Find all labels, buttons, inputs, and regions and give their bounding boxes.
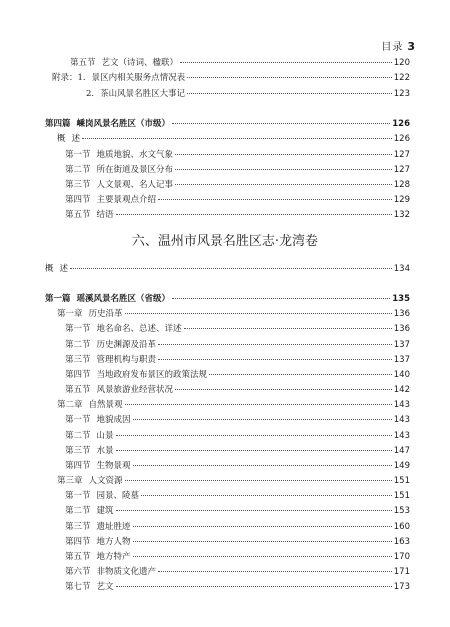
- toc-entry-page: 140: [393, 370, 410, 380]
- dot-leader: [133, 540, 392, 542]
- dot-leader: [116, 509, 392, 511]
- toc-entry-page: 127: [393, 165, 410, 175]
- toc-entry-page: 143: [393, 400, 410, 410]
- toc-entry[interactable]: [65, 581, 410, 593]
- toc-entry-label: 第五节: [65, 552, 91, 562]
- dot-leader: [116, 434, 392, 436]
- toc-entry[interactable]: [45, 118, 410, 130]
- toc-entry-title: 管理机构与职责: [96, 355, 157, 365]
- toc-entry[interactable]: [65, 209, 410, 221]
- toc-entry-label: 第四节: [65, 370, 91, 380]
- toc-entry-page: 143: [393, 415, 410, 425]
- dot-leader: [187, 92, 392, 94]
- toc-entry-page: 136: [393, 309, 410, 319]
- toc-entry-page: 120: [393, 58, 410, 68]
- dot-leader: [125, 312, 392, 314]
- toc-entry[interactable]: [65, 505, 410, 517]
- page-number: 3: [407, 40, 416, 53]
- toc-entry[interactable]: [65, 164, 410, 176]
- toc-entry-label: 第四节: [65, 195, 91, 205]
- dot-leader: [116, 213, 392, 215]
- dot-leader: [175, 168, 392, 170]
- toc-entry-title: 当地政府发布景区的政策法规: [96, 370, 208, 380]
- toc-entry-label: 2.: [86, 89, 95, 99]
- toc-entry-title: 地名命名、总述、详述: [96, 324, 182, 334]
- toc-entry[interactable]: [65, 149, 410, 161]
- dot-leader: [116, 449, 392, 451]
- toc-entry-label: 第一章: [57, 309, 83, 319]
- dot-leader: [133, 555, 392, 557]
- dot-leader: [141, 494, 392, 496]
- dot-leader: [133, 418, 392, 420]
- toc-entry-label: 第六节: [65, 567, 91, 577]
- toc-entry-label: 第五节: [70, 58, 96, 68]
- toc-entry-label: 第二节: [65, 431, 91, 441]
- toc-entry-page: 171: [393, 567, 410, 577]
- toc-entry-label: 第一节: [65, 415, 91, 425]
- toc-entry-title: 历史沿革: [88, 309, 123, 319]
- dot-leader: [82, 137, 392, 139]
- dot-leader: [125, 403, 392, 405]
- dot-leader: [125, 479, 392, 481]
- toc-entry-title: 历史渊源及沿革: [96, 340, 157, 350]
- toc-entry-page: 149: [393, 461, 410, 471]
- dot-leader: [172, 122, 390, 124]
- toc-entry-label: 第三节: [65, 446, 91, 456]
- dot-leader: [133, 464, 392, 466]
- dot-leader: [158, 343, 392, 345]
- toc-entry-title: 景区内相关服务点情况表: [91, 73, 186, 83]
- dot-leader: [209, 373, 392, 375]
- toc-entry-label: 附录：1.: [52, 73, 86, 83]
- dot-leader: [70, 267, 392, 269]
- toc-entry[interactable]: [65, 460, 410, 472]
- toc-entry-page: 147: [393, 446, 410, 456]
- toc-entry[interactable]: [65, 445, 410, 457]
- toc-entry-label: 第三节: [65, 355, 91, 365]
- toc-entry-title: 人文资源: [88, 476, 123, 486]
- toc-entry-label: 第一篇: [45, 294, 71, 304]
- toc-entry[interactable]: [65, 354, 410, 366]
- toc-entry[interactable]: [45, 263, 410, 275]
- toc-entry-label: 第二章: [57, 400, 83, 410]
- toc-entry-page: 122: [393, 73, 410, 83]
- toc-entry[interactable]: [70, 57, 410, 69]
- toc-entry-page: 126: [393, 134, 410, 144]
- dot-leader: [184, 327, 392, 329]
- toc-entry-label: 概: [57, 134, 66, 144]
- dot-leader: [158, 358, 392, 360]
- toc-entry-page: 153: [393, 506, 410, 516]
- toc-entry-title: 艺文: [96, 582, 114, 592]
- toc-entry-page: 127: [393, 150, 410, 160]
- toc-entry-title: 非物质文化遗产: [96, 567, 157, 577]
- toc-entry-title: 生物景观: [96, 461, 131, 471]
- toc-entry-page: 129: [393, 195, 410, 205]
- toc-entry[interactable]: [65, 194, 410, 206]
- toc-entry-title: 人文景观、名人记事: [96, 180, 174, 190]
- toc-entry-title: 风景旅游业经营状况: [96, 385, 174, 395]
- toc-entry-title: 山景: [96, 431, 114, 441]
- toc-entry-title: 瑶溪风景名胜区（省级）: [76, 294, 171, 304]
- toc-entry-label: 第五节: [65, 210, 91, 220]
- toc-entry-page: 134: [393, 264, 410, 274]
- toc-entry-title: 地方特产: [96, 552, 131, 562]
- toc-entry-title: 艺文（诗词、楹联）: [101, 58, 179, 68]
- toc-entry-page: 123: [393, 89, 410, 99]
- toc-entry-label: 第二节: [65, 340, 91, 350]
- dot-leader: [187, 76, 392, 78]
- toc-entry[interactable]: [65, 384, 410, 396]
- toc-entry-page: 173: [393, 582, 410, 592]
- dot-leader: [175, 153, 392, 155]
- toc-entry-label: 概: [45, 264, 54, 274]
- toc-entry-label: 第四节: [65, 461, 91, 471]
- toc-entry-title: 茶山风景名胜区大事记: [100, 89, 186, 99]
- toc-entry-label: 第一节: [65, 324, 91, 334]
- toc-entry-page: 126: [392, 119, 410, 129]
- dot-leader: [175, 183, 392, 185]
- toc-entry-title: 地质地貌、水文气象: [96, 150, 174, 160]
- toc-entry-title: 自然景观: [88, 400, 123, 410]
- toc-entry-page: 143: [393, 431, 410, 441]
- toc-entry-title: 地方人物: [96, 537, 131, 547]
- toc-entry-label: 第一节: [65, 491, 91, 501]
- toc-entry[interactable]: [45, 293, 410, 305]
- toc-entry-label: 第三节: [65, 180, 91, 190]
- toc-entry-label: 第三章: [57, 476, 83, 486]
- toc-entry-page: 163: [393, 537, 410, 547]
- toc-entry-title: 所在街道及景区分布: [96, 165, 174, 175]
- toc-entry-label: 第三节: [65, 522, 91, 532]
- toc-entry-page: 137: [393, 340, 410, 350]
- toc-entry-label: 第四节: [65, 537, 91, 547]
- toc-entry[interactable]: [65, 490, 410, 502]
- toc-entry-page: 142: [393, 385, 410, 395]
- toc-entry[interactable]: [65, 179, 410, 191]
- toc-entry[interactable]: [52, 72, 410, 84]
- toc-entry-title: 建筑: [96, 506, 114, 516]
- toc-entry[interactable]: [57, 133, 410, 145]
- toc-entry-title: 述: [71, 134, 81, 144]
- dot-leader: [172, 297, 390, 299]
- dot-leader: [175, 388, 392, 390]
- toc-entry-title: 地貌成因: [96, 415, 131, 425]
- toc-entry-label: 第七节: [65, 582, 91, 592]
- toc-entry-page: 135: [392, 294, 410, 304]
- toc-entry-page: 160: [393, 522, 410, 532]
- dot-leader: [158, 570, 392, 572]
- toc-entry-page: 132: [393, 210, 410, 220]
- toc-entry-page: 128: [393, 180, 410, 190]
- toc-entry[interactable]: [65, 521, 410, 533]
- toc-entry[interactable]: [65, 551, 410, 563]
- toc-entry-title: 遗址胜迹: [96, 522, 131, 532]
- header-label: 目录: [381, 42, 404, 53]
- dot-leader: [133, 525, 392, 527]
- section-title: 六、温州市风景名胜区志·龙湾卷: [131, 234, 319, 249]
- dot-leader: [116, 585, 392, 587]
- toc-entry-title: 主要景观点介绍: [96, 195, 157, 205]
- toc-entry[interactable]: [65, 536, 410, 548]
- toc-entry-title: 述: [59, 264, 69, 274]
- toc-entry-label: 第四篇: [45, 119, 71, 129]
- toc-entry-page: 136: [393, 324, 410, 334]
- toc-entry-label: 第二节: [65, 165, 91, 175]
- dot-leader: [158, 198, 392, 200]
- toc-entry-title: 结语: [96, 210, 114, 220]
- toc-entry-title: 嵊岗风景名胜区（市级）: [76, 119, 171, 129]
- toc-entry-page: 137: [393, 355, 410, 365]
- toc-entry[interactable]: [57, 399, 410, 411]
- dot-leader: [180, 61, 392, 63]
- toc-entry[interactable]: [65, 369, 410, 381]
- toc-entry-title: 园景、陵墓: [96, 491, 140, 501]
- toc-entry[interactable]: [86, 88, 410, 100]
- toc-entry-label: 第一节: [65, 150, 91, 160]
- toc-entry[interactable]: [65, 566, 410, 578]
- toc-entry-label: 第五节: [65, 385, 91, 395]
- toc-entry[interactable]: [65, 430, 410, 442]
- toc-entry[interactable]: [65, 414, 410, 426]
- toc-entry-title: 水景: [96, 446, 114, 456]
- toc-entry-page: 151: [393, 491, 410, 501]
- toc-entry-page: 151: [393, 476, 410, 486]
- toc-entry[interactable]: [57, 308, 410, 320]
- toc-entry-label: 第二节: [65, 506, 91, 516]
- toc-entry[interactable]: [65, 339, 410, 351]
- toc-entry[interactable]: [65, 323, 410, 335]
- toc-entry-page: 170: [393, 552, 410, 562]
- toc-entry[interactable]: [57, 475, 410, 487]
